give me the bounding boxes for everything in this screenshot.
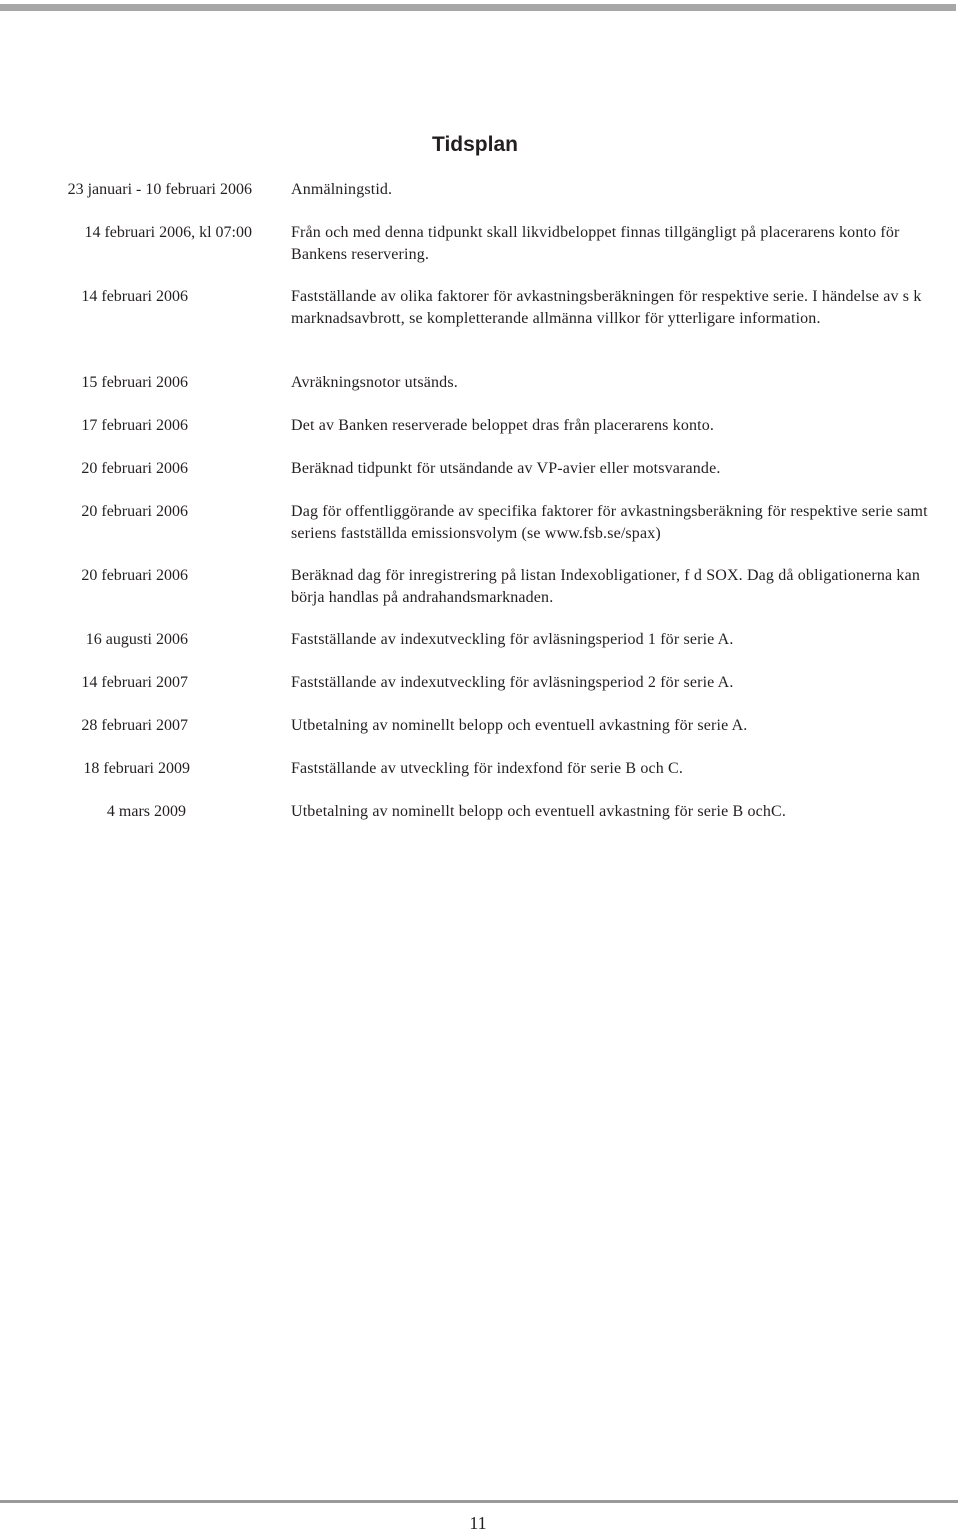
schedule-date: 14 februari 2007 (81, 674, 188, 691)
schedule-date: 23 januari - 10 februari 2006 (67, 181, 252, 198)
schedule-text: Fastställande av olika faktorer för avkastningsberäkningen för respektive serie. I händelse av s k marknadsavbrott, se kompletterande allmänna villkor för ytterligare information. (291, 288, 922, 327)
schedule-text: Avräkningsnotor utsänds. (291, 374, 458, 391)
schedule-text: Fastställande av indexutveckling för avläsningsperiod 2 för serie A. (291, 674, 734, 691)
bottom-rule (0, 1500, 958, 1503)
schedule-text: Utbetalning av nominellt belopp och eventuell avkastning för serie A. (291, 717, 748, 734)
page-title: Tidsplan (432, 133, 518, 156)
schedule-text: Beräknad dag för inregistrering på listan Indexobligationer, f d SOX. Dag då obligationerna kan börja handlas på andrahandsmarknaden. (291, 567, 920, 606)
schedule-date: 15 februari 2006 (81, 374, 188, 391)
schedule-date: 4 mars 2009 (106, 803, 186, 820)
top-rule (0, 4, 956, 11)
schedule-date: 14 februari 2006, kl 07:00 (84, 224, 252, 241)
schedule-text: Dag för offentliggörande av specifika faktorer för avkastningsberäkning för respektive serie samt seriens fastställda emissionsvolym (se www.fsb.se/spax) (291, 503, 928, 542)
schedule-date: 20 februari 2006 (81, 460, 188, 477)
schedule-text: Beräknad tidpunkt för utsändande av VP-avier eller motsvarande. (291, 460, 721, 477)
schedule-text: Det av Banken reserverade beloppet dras från placerarens konto. (291, 417, 715, 434)
page-number: 11 (469, 1513, 487, 1533)
schedule-date: 20 februari 2006 (81, 567, 188, 584)
schedule-date: 17 februari 2006 (81, 417, 188, 434)
schedule-date: 28 februari 2007 (81, 717, 188, 734)
schedule-date: 16 augusti 2006 (85, 631, 188, 648)
schedule-date: 14 februari 2006 (81, 288, 188, 305)
schedule-text: Anmälningstid. (291, 181, 393, 198)
schedule-text: Från och med denna tidpunkt skall likvidbeloppet finnas tillgängligt på placerarens konto för Bankens reservering. (291, 224, 900, 263)
schedule-text: Fastställande av indexutveckling för avläsningsperiod 1 för serie A. (291, 631, 734, 648)
schedule-text: Utbetalning av nominellt belopp och eventuell avkastning för serie B ochC. (291, 803, 786, 820)
schedule-text: Fastställande av utveckling för indexfond för serie B och C. (291, 760, 684, 777)
schedule-date: 20 februari 2006 (81, 503, 188, 520)
schedule-date: 18 februari 2009 (83, 760, 190, 777)
